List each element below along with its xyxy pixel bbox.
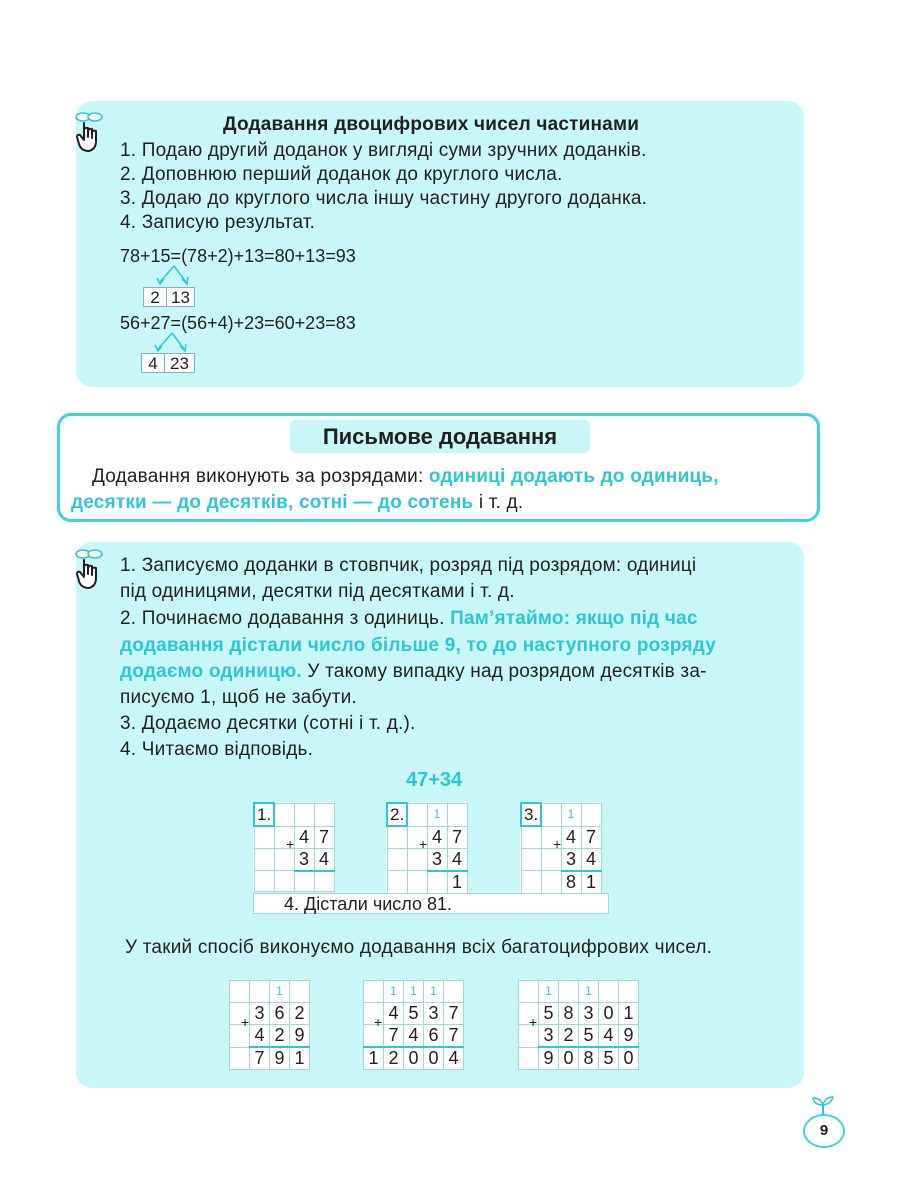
digit: 7 bbox=[444, 1003, 464, 1025]
carry-digit: 1 bbox=[579, 981, 599, 1003]
carry-digit: 1 bbox=[427, 803, 447, 826]
example-1-split bbox=[143, 287, 195, 307]
algo-step-2d: писуємо 1, щоб не забути. bbox=[120, 687, 357, 708]
digit: 2 bbox=[559, 1025, 579, 1048]
section-title: Письмове додавання bbox=[290, 420, 590, 453]
split-part: 2 bbox=[143, 287, 167, 307]
algo-step-2a bbox=[120, 608, 698, 630]
result-digit: 0 bbox=[619, 1047, 639, 1070]
algo-text: У такому випадку над розрядом десятків за- bbox=[307, 661, 707, 682]
summary-text: У такий спосіб виконуємо додавання всіх багатоцифрових чисел. bbox=[125, 937, 713, 958]
carry-digit: 1 bbox=[384, 981, 404, 1003]
plus-sign: + bbox=[553, 836, 562, 852]
result-digit: 0 bbox=[559, 1047, 579, 1070]
digit: 4 bbox=[404, 1025, 424, 1048]
rule-text: Додавання виконують за розрядами: bbox=[92, 466, 424, 487]
digit: 3 bbox=[579, 1003, 599, 1025]
carry-digit: 1 bbox=[539, 981, 559, 1003]
example-title: 47+34 bbox=[406, 769, 463, 791]
digit: 4 bbox=[427, 826, 447, 848]
example-2-split bbox=[141, 353, 195, 373]
result-digit: 1 bbox=[364, 1047, 384, 1070]
result-digit: 2 bbox=[384, 1047, 404, 1070]
algo-step-1b: під одиницями, десятки під десятками і т. д. bbox=[120, 581, 515, 602]
pointing-hand-icon bbox=[72, 548, 108, 592]
digit: 4 bbox=[561, 826, 581, 848]
example-1-expression: 78+15=(78+2)+13=80+13=93 bbox=[120, 246, 356, 266]
digit: 2 bbox=[270, 1025, 290, 1048]
carry-digit: 1 bbox=[424, 981, 444, 1003]
algo-highlight: Пам’ятаймо: якщо під час bbox=[450, 608, 698, 629]
algo-step-2c bbox=[120, 661, 707, 683]
digit: 3 bbox=[427, 848, 447, 871]
box1-step-1: 1. Подаю другий доданок у вигляді суми зручних доданків. bbox=[120, 140, 647, 161]
result-text: 4. Дістали число 81. bbox=[284, 894, 452, 914]
digit: 3 bbox=[424, 1003, 444, 1025]
digit: 5 bbox=[404, 1003, 424, 1025]
digit: 4 bbox=[447, 848, 467, 871]
pointing-hand-icon bbox=[72, 111, 108, 155]
algo-step-1a: 1. Записуємо доданки в стовпчик, розряд під розрядом: одиниці bbox=[120, 555, 697, 576]
digit: 3 bbox=[539, 1025, 559, 1048]
result-digit: 9 bbox=[270, 1047, 290, 1070]
digit: 4 bbox=[294, 826, 314, 848]
digit: 4 bbox=[581, 848, 601, 871]
split-arrows-icon bbox=[150, 264, 200, 288]
split-part: 4 bbox=[141, 353, 165, 373]
algo-text: 2. Починаємо додавання з одиниць. bbox=[120, 608, 445, 629]
plus-sign: + bbox=[286, 836, 295, 852]
result-digit: 1 bbox=[447, 871, 467, 894]
digit: 7 bbox=[444, 1025, 464, 1048]
result-digit: 9 bbox=[539, 1047, 559, 1070]
result-digit: 4 bbox=[444, 1047, 464, 1070]
algo-step-2b: додавання дістали число більше 9, то до наступного розряду bbox=[120, 635, 716, 656]
rule-line-1 bbox=[92, 466, 719, 488]
digit: 7 bbox=[314, 826, 334, 848]
split-part: 13 bbox=[167, 287, 195, 307]
plus-sign: + bbox=[241, 1014, 250, 1030]
rule-highlight: одиниці додають до одиниць, bbox=[428, 466, 719, 487]
rule-text: і т. д. bbox=[478, 492, 524, 513]
digit: 5 bbox=[539, 1003, 559, 1025]
split-part: 23 bbox=[165, 353, 195, 373]
plus-sign: + bbox=[419, 836, 428, 852]
carry-digit: 1 bbox=[561, 803, 581, 826]
digit: 9 bbox=[619, 1025, 639, 1048]
result-digit: 8 bbox=[579, 1047, 599, 1070]
leaf-sprout-icon bbox=[810, 1096, 836, 1116]
digit: 1 bbox=[619, 1003, 639, 1025]
grid-step-label: 3. bbox=[521, 803, 541, 826]
digit: 4 bbox=[250, 1025, 270, 1048]
digit: 9 bbox=[290, 1025, 310, 1048]
plus-sign: + bbox=[374, 1014, 383, 1030]
box1-step-4: 4. Записую результат. bbox=[120, 212, 316, 233]
rule-line-2 bbox=[71, 492, 523, 514]
box1-title: Додавання двоцифрових чисел частинами bbox=[223, 114, 640, 135]
digit: 2 bbox=[290, 1003, 310, 1025]
digit: 0 bbox=[599, 1003, 619, 1025]
result-digit: 8 bbox=[561, 871, 581, 894]
digit: 5 bbox=[579, 1025, 599, 1048]
digit: 4 bbox=[314, 848, 334, 871]
digit: 7 bbox=[447, 826, 467, 848]
grid-step-label: 1. bbox=[254, 803, 274, 826]
page-number: 9 bbox=[803, 1114, 845, 1148]
digit: 7 bbox=[384, 1025, 404, 1048]
result-digit: 5 bbox=[599, 1047, 619, 1070]
split-arrows-icon bbox=[148, 331, 198, 355]
grid-step-label: 2. bbox=[387, 803, 407, 826]
carry-digit: 1 bbox=[270, 981, 290, 1003]
digit: 4 bbox=[599, 1025, 619, 1048]
box1-step-3: 3. Додаю до круглого числа іншу частину другого доданка. bbox=[120, 188, 648, 209]
example-2-expression: 56+27=(56+4)+23=60+23=83 bbox=[120, 313, 356, 333]
digit: 6 bbox=[270, 1003, 290, 1025]
digit: 4 bbox=[384, 1003, 404, 1025]
digit: 7 bbox=[581, 826, 601, 848]
result-digit: 1 bbox=[581, 871, 601, 894]
algo-step-3: 3. Додаємо десятки (сотні і т. д.). bbox=[120, 713, 416, 734]
result-digit: 0 bbox=[404, 1047, 424, 1070]
algo-step-4: 4. Читаємо відповідь. bbox=[120, 739, 314, 760]
digit: 3 bbox=[250, 1003, 270, 1025]
algo-highlight: додаємо одиницю. bbox=[120, 661, 302, 682]
digit: 6 bbox=[424, 1025, 444, 1048]
rule-highlight: десятки — до десятків, сотні — до сотень bbox=[71, 492, 474, 513]
digit: 3 bbox=[561, 848, 581, 871]
result-digit: 7 bbox=[250, 1047, 270, 1070]
digit: 8 bbox=[559, 1003, 579, 1025]
box1-step-2: 2. Доповнюю перший доданок до круглого числа. bbox=[120, 164, 563, 185]
plus-sign: + bbox=[529, 1014, 538, 1030]
result-digit: 0 bbox=[424, 1047, 444, 1070]
result-digit: 1 bbox=[290, 1047, 310, 1070]
digit: 3 bbox=[294, 848, 314, 871]
carry-digit: 1 bbox=[404, 981, 424, 1003]
